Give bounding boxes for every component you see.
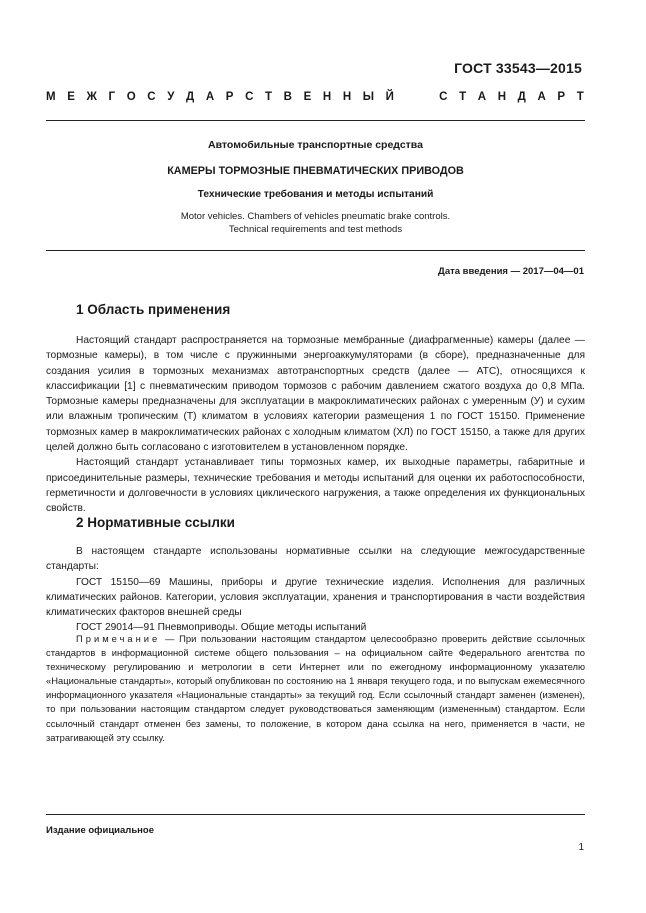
footer-divider bbox=[46, 814, 585, 815]
paragraph: В настоящем стандарте использованы нормативные ссылки на следующие межгосударственные стандарты: bbox=[46, 546, 585, 573]
intro-date: Дата введения — 2017—04—01 bbox=[438, 266, 584, 277]
banner-letter: Ы bbox=[362, 91, 375, 103]
banner-letter: Р bbox=[225, 91, 234, 103]
reference-item: ГОСТ 15150—69 Машины, приборы и другие технические изделия. Исполнения для различных климатических районов. Категории, условия эксплуатации, хранения и транспортирования в части воздействия климатических факторов внешней среды bbox=[46, 576, 585, 619]
banner-letter: В bbox=[283, 91, 292, 103]
banner-letter: С bbox=[439, 91, 448, 103]
banner-letter: Т bbox=[576, 91, 584, 103]
title-english-line-2: Technical requirements and test methods bbox=[228, 224, 403, 235]
title-english bbox=[46, 210, 585, 236]
standard-type-banner bbox=[46, 91, 584, 103]
banner-letter: Д bbox=[186, 91, 195, 103]
header-divider bbox=[46, 120, 585, 121]
note-label: Примечание bbox=[76, 633, 161, 644]
title-divider bbox=[46, 250, 585, 251]
paragraph: Настоящий стандарт устанавливает типы тормозных камер, их выходные параметры, габаритные и присоединительные размеры, технические требования и методы испытаний для оценки их работоспособности, герметичности и долговечности в условиях циклического нагружения, а также определения их функциональных свойств. bbox=[46, 457, 585, 515]
section-body-references bbox=[46, 544, 585, 636]
banner-letter: Е bbox=[303, 91, 312, 103]
reference-item: ГОСТ 29014—91 Пневмоприводы. Общие методы испытаний bbox=[76, 622, 367, 634]
banner-letter: А bbox=[205, 91, 215, 103]
banner-letter: Ж bbox=[86, 91, 97, 103]
banner-letter: О bbox=[126, 91, 136, 103]
banner-letter: Д bbox=[517, 91, 526, 103]
banner-letter: У bbox=[167, 91, 175, 103]
banner-letter: Н bbox=[497, 91, 507, 103]
banner-letter: Р bbox=[557, 91, 566, 103]
section-heading-scope: 1 Область применения bbox=[76, 302, 231, 317]
banner-letter: С bbox=[245, 91, 254, 103]
edition-label: Издание официальное bbox=[46, 825, 154, 836]
banner-letter: Г bbox=[108, 91, 116, 103]
title-subject: Автомобильные транспортные средства bbox=[208, 139, 423, 151]
banner-letter: Н bbox=[342, 91, 352, 103]
title-main: КАМЕРЫ ТОРМОЗНЫЕ ПНЕВМАТИЧЕСКИХ ПРИВОДОВ bbox=[167, 165, 464, 177]
banner-letter: А bbox=[537, 91, 546, 103]
banner-letter: Т bbox=[265, 91, 273, 103]
note-text: При пользовании настоящим стандартом целесообразно проверить действие ссылочных стандартов в информационной системе общего пользования – на официальном сайте Федерального агентства по техническому регулированию и метрологии в сети Интернет или по ежегодному информационному указателю «Национальные стандарты», который опубликован по состоянию на 1 января текущего года, и по выпускам ежемесячного информационного указателя «Национальные стандарты» за текущий год. Если ссылочный стандарт заменен (изменен), то при пользовании настоящим стандартом следует руководствоваться заменяющим (измененным) стандартом. Если ссылочный стандарт отменен без замены, то положение, в котором дана ссылка на него, применяется в части, не затрагивающей эту ссылку. bbox=[46, 633, 585, 743]
banner-letter: А bbox=[477, 91, 487, 103]
banner-letter: Й bbox=[385, 91, 394, 103]
note-dash: — bbox=[160, 633, 180, 644]
banner-letter: С bbox=[147, 91, 156, 103]
note-block bbox=[46, 632, 585, 745]
banner-letter: Е bbox=[67, 91, 75, 103]
section-body-scope bbox=[46, 333, 585, 517]
banner-letter: Н bbox=[322, 91, 332, 103]
banner-letter: М bbox=[46, 91, 56, 103]
title-english-line-1: Motor vehicles. Chambers of vehicles pneumatic brake controls. bbox=[180, 211, 451, 222]
word-gap bbox=[406, 91, 428, 103]
page-number: 1 bbox=[578, 842, 584, 853]
paragraph: Настоящий стандарт распространяется на тормозные мембранные (диафрагменные) камеры (далее — тормозные камеры), в том числе с пружинными энергоаккумуляторами (в сборе), предназначенные для создания усилия в тормозных механизмах автотранспортных средств (далее — АТС), относящихся к классификации [1] с пневматическим приводом тормозов с рабочим давлением сжатого воздуха до 0,8 МПа. Тормозные камеры предназначены для эксплуатации в макроклиматических районах с умеренным (У) и сухим или влажным тропическим (Т) климатом в условиях категории размещения 1 по ГОСТ 15150. Применение тормозных камер в макроклиматических районах с холодным климатом (ХЛ) по ГОСТ 15150, а также для других целей должно быть согласовано с изготовителем в установленном порядке. bbox=[46, 335, 585, 454]
title-requirements: Технические требования и методы испытаний bbox=[197, 189, 434, 200]
section-heading-references: 2 Нормативные ссылки bbox=[76, 515, 235, 530]
banner-letter: Т bbox=[459, 91, 467, 103]
document-number: ГОСТ 33543—2015 bbox=[454, 60, 582, 76]
